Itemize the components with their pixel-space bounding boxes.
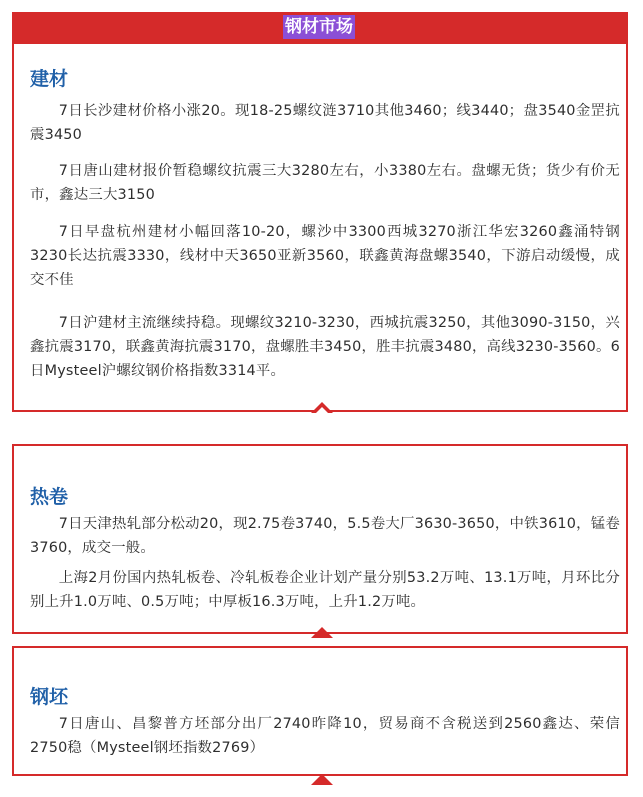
paragraph: 7日唐山、昌黎普方坯部分出厂2740昨降10，贸易商不含税送到2560鑫达、荣信2750稳（Mysteel钢坯指数2769） <box>30 716 620 756</box>
paragraph: 上海2月份国内热轧板卷、冷轧板卷企业计划产量分别53.2万吨、13.1万吨，月环比分别上升1.0万吨、0.5万吨；中厚板16.3万吨，上升1.2万吨。 <box>30 570 620 610</box>
section-title-jiancai: 建材 <box>30 68 69 90</box>
section-rejuan <box>12 444 628 634</box>
paragraph: 7日唐山建材报价暂稳螺纹抗震三大3280左右，小3380左右。盘螺无货；货少有价无市，鑫达三大3150 <box>30 163 620 203</box>
paragraph: 7日天津热轧部分松动20，现2.75卷3740，5.5卷大厂3630-3650，中铁3610，锰卷3760，成交一般。 <box>30 516 620 556</box>
paragraph: 7日长沙建材价格小涨20。现18-25螺纹涟3710其他3460；线3440；盘3540金罡抗震3450 <box>30 103 620 143</box>
triangle-marker-icon <box>311 774 333 785</box>
triangle-marker-inner <box>315 407 329 414</box>
section-title-rejuan: 热卷 <box>30 486 69 508</box>
paragraph: 7日沪建材主流继续持稳。现螺纹3210-3230，西城抗震3250，其他3090-3150，兴鑫抗震3170，联鑫黄海抗震3170，盘螺胜丰3450，胜丰抗震3480，高线3230-3560。6日Mysteel沪螺纹钢价格指数3314平。 <box>30 315 620 379</box>
page-title: 钢材市场 <box>285 17 353 37</box>
section-jiancai <box>12 12 628 412</box>
section-gangpi <box>12 646 628 776</box>
paragraph: 7日早盘杭州建材小幅回落10-20，螺沙中3300西城3270浙江华宏3260鑫涌特钢3230长达抗震3330，线材中天3650亚新3560，联鑫黄海盘螺3540，下游启动缓慢，成交不佳 <box>30 224 620 288</box>
triangle-marker-icon <box>311 627 333 638</box>
section-title-gangpi: 钢坯 <box>30 686 69 708</box>
